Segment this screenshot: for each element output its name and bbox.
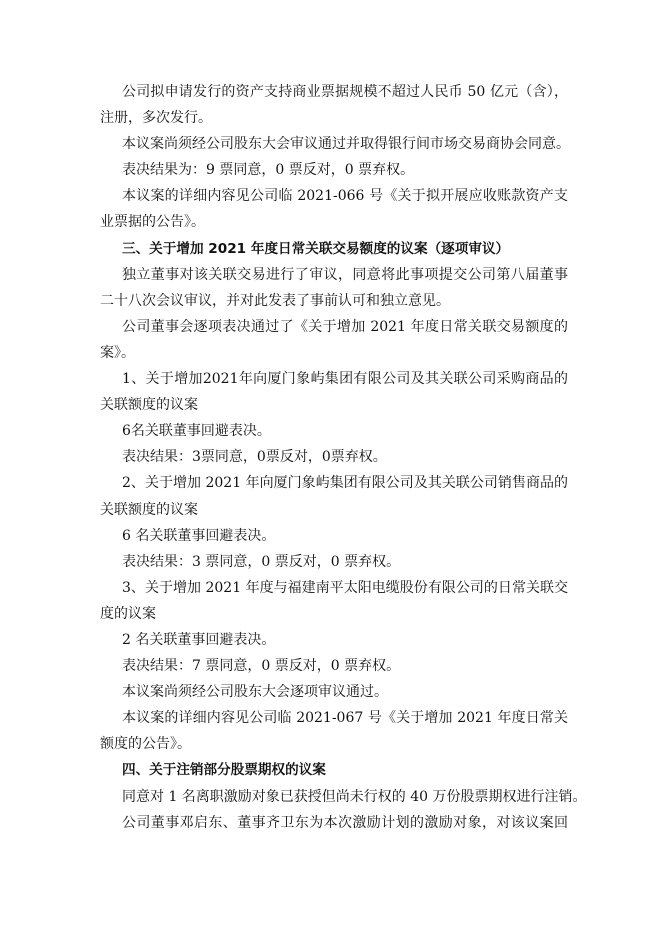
text-line: 本议案的详细内容见公司临 2021-067 号《关于增加 2021 年度日常关 [122,710,568,727]
paragraph [100,575,568,627]
text-line: 关联额度的议案 [100,501,198,518]
text-line: 关联额度的议案 [100,397,198,414]
paragraph [100,549,568,575]
text-line: 独立董事对该关联交易进行了审议，同意将此事项提交公司第八届董事 [122,266,568,283]
text-line: 公司董事会逐项表决通过了《关于增加 2021 年度日常关联交易额度的 [122,318,568,335]
document-page [100,79,587,836]
paragraph [100,679,568,705]
text-line: 度的议案 [100,605,156,622]
text-line: 额度的公告》。 [100,736,191,753]
text-line: 本议案尚须经公司股东大会审议通过并取得银行间市场交易商协会同意。 [122,136,570,153]
paragraph [100,627,568,653]
paragraph [100,131,568,157]
text-line: 3、关于增加 2021 年度与福建南平太阳电缆股份有限公司的日常关联交 [122,579,568,596]
paragraph [100,705,568,757]
paragraph [100,79,568,131]
text-line: 公司拟申请发行的资产支持商业票据规模不超过人民币 50 亿元（含）， [122,84,568,100]
text-line: 同意对 1 名离职激励对象已获授但尚未行权的 40 万份股票期权进行注销。 [122,788,587,805]
text-line: 本议案尚须经公司股东大会逐项审议通过。 [122,684,388,701]
paragraph [100,444,568,470]
paragraph [100,157,568,183]
paragraph [100,314,568,366]
text-line: 表决结果：3票同意，0票反对，0票弃权。 [122,449,387,466]
text-line: 本议案的详细内容见公司临 2021-066 号《关于拟开展应收账款资产支 [122,188,568,205]
text-line: 表决结果：7 票同意，0 票反对，0 票弃权。 [122,658,401,675]
text-line: 案》。 [100,344,135,361]
text-line: 四、关于注销部分股票期权的议案 [122,762,326,779]
text-line: 表决结果：3 票同意，0 票反对，0 票弃权。 [122,553,401,570]
text-line: 2 名关联董事回避表决。 [122,631,276,648]
paragraph [100,810,568,836]
text-line: 公司董事邓启东、董事齐卫东为本次激励计划的激励对象，对该议案回 [122,814,568,831]
paragraph [100,366,568,418]
text-line: 6 名关联董事回避表决。 [122,527,276,544]
text-line: 表决结果为：9 票同意，0 票反对，0 票弃权。 [122,162,415,179]
section-heading [100,757,568,783]
text-line: 6名关联董事回避表决。 [122,423,271,440]
text-line: 2、关于增加 2021 年向厦门象屿集团有限公司及其关联公司销售商品的 [122,475,568,492]
paragraph [100,262,568,314]
paragraph [100,183,568,235]
paragraph [100,418,568,444]
text-line: 1、关于增加2021年向厦门象屿集团有限公司及其关联公司采购商品的 [122,371,568,388]
section-heading [100,236,568,262]
text-line: 三、关于增加 2021 年度日常关联交易额度的议案（逐项审议） [122,240,510,257]
paragraph [100,523,568,549]
text-line: 注册，多次发行。 [100,110,212,127]
paragraph [100,470,568,522]
paragraph [100,784,587,810]
text-line: 二十八次会议审议，并对此发表了事前认可和独立意见。 [100,292,450,309]
paragraph [100,653,568,679]
text-line: 业票据的公告》。 [100,214,205,231]
